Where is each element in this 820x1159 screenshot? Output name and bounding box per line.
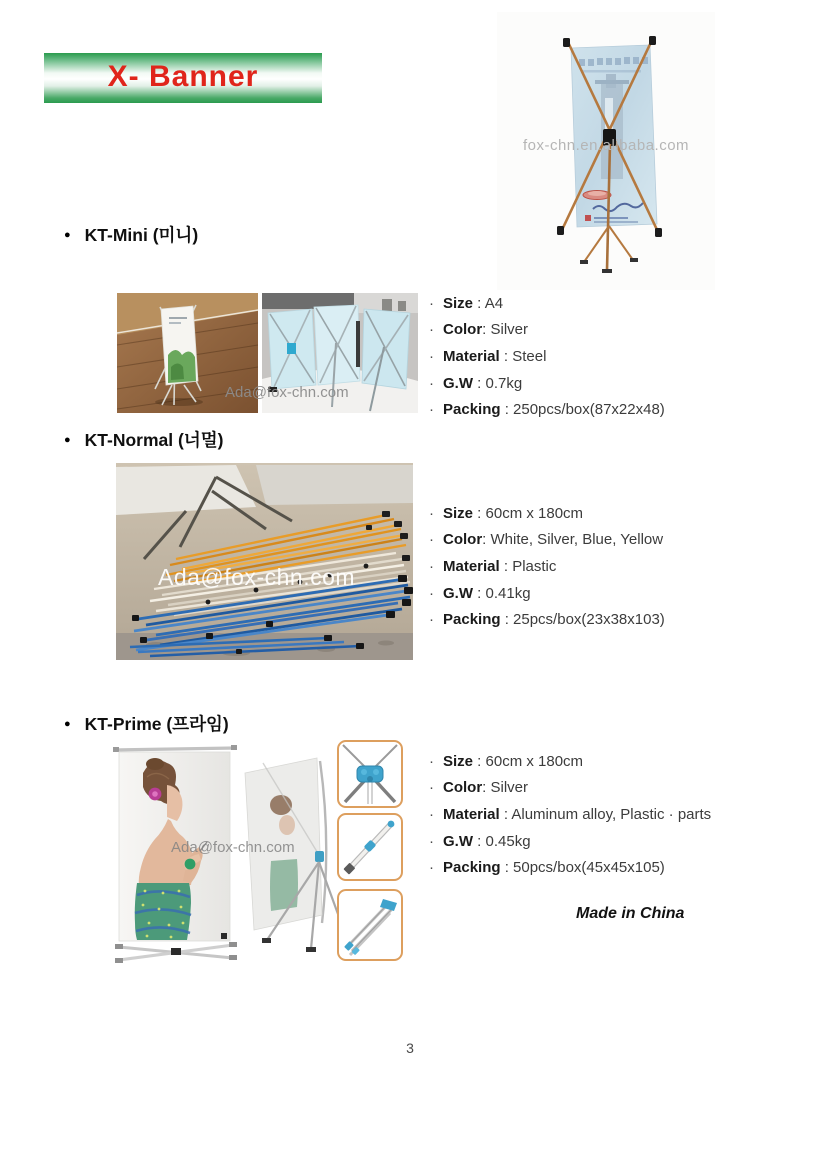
- page-number: 3: [406, 1040, 414, 1056]
- hero-banner-dish: [583, 191, 611, 200]
- kt-normal-watermark: Ada@fox-chn.com: [158, 564, 356, 590]
- detail-box-pole: [337, 813, 403, 881]
- kt-mini-watermark: Ada@fox-chn.com: [225, 384, 349, 401]
- prime-front-feet: [115, 942, 237, 963]
- kt-prime-specs: [429, 748, 711, 881]
- spec-row: · Color : White, Silver, Blue, Yellow: [429, 531, 664, 549]
- spec-row: · G.W : 0.45kg: [429, 832, 531, 850]
- detail-box-hub: [337, 740, 403, 808]
- page-title: X- Banner: [107, 60, 259, 93]
- spec-row: · Color : Silver: [429, 779, 529, 797]
- spec-row: · Material : Plastic: [429, 557, 557, 575]
- spec-row: · Size : 60cm x 180cm: [429, 504, 584, 522]
- made-in-china-label: Made in China: [576, 905, 685, 922]
- section-title: KT-Normal (너멀): [84, 430, 224, 450]
- hero-watermark: fox-chn.en.alibaba.com: [522, 137, 690, 154]
- side-hub: [315, 851, 324, 862]
- bullet-icon: ●: [64, 228, 71, 241]
- spec-row: · Material : Steel: [429, 347, 547, 365]
- kt-normal-photo: [116, 463, 413, 660]
- spec-row: · G.W : 0.7kg: [429, 374, 523, 392]
- kt-prime-watermark: Ada@fox-chn.com: [171, 839, 295, 856]
- kt-mini-specs: [429, 290, 665, 423]
- spec-row: · Size : A4: [429, 294, 504, 312]
- spec-row: · Color : Silver: [429, 321, 529, 339]
- bullet-icon: ●: [64, 717, 71, 730]
- spec-row: · G.W : 0.41kg: [429, 584, 531, 602]
- spec-row: · Packing : 25pcs/box(23x38x103): [429, 611, 665, 629]
- section-title: KT-Mini (미니): [84, 225, 199, 245]
- blue-hub: [287, 343, 296, 354]
- section-title: KT-Prime (프라임): [84, 714, 229, 734]
- detail-box-folded-bundle: [337, 889, 403, 961]
- spec-row: · Material : Aluminum alloy, Plastic · parts: [429, 805, 712, 823]
- section-heading-kt-mini: [64, 222, 198, 247]
- section-heading-kt-normal: [64, 427, 223, 452]
- gray-sheet: [256, 465, 413, 505]
- title-banner: [44, 53, 322, 103]
- spec-row: · Packing : 250pcs/box(87x22x48): [429, 401, 665, 419]
- spec-row: · Size : 60cm x 180cm: [429, 752, 584, 770]
- spec-row: · Packing : 50pcs/box(45x45x105): [429, 859, 665, 877]
- panel-left: [268, 309, 316, 392]
- kt-normal-specs: [429, 500, 665, 633]
- bullet-icon: ●: [64, 433, 71, 446]
- green-object: [185, 859, 196, 870]
- dark-pole: [356, 321, 360, 367]
